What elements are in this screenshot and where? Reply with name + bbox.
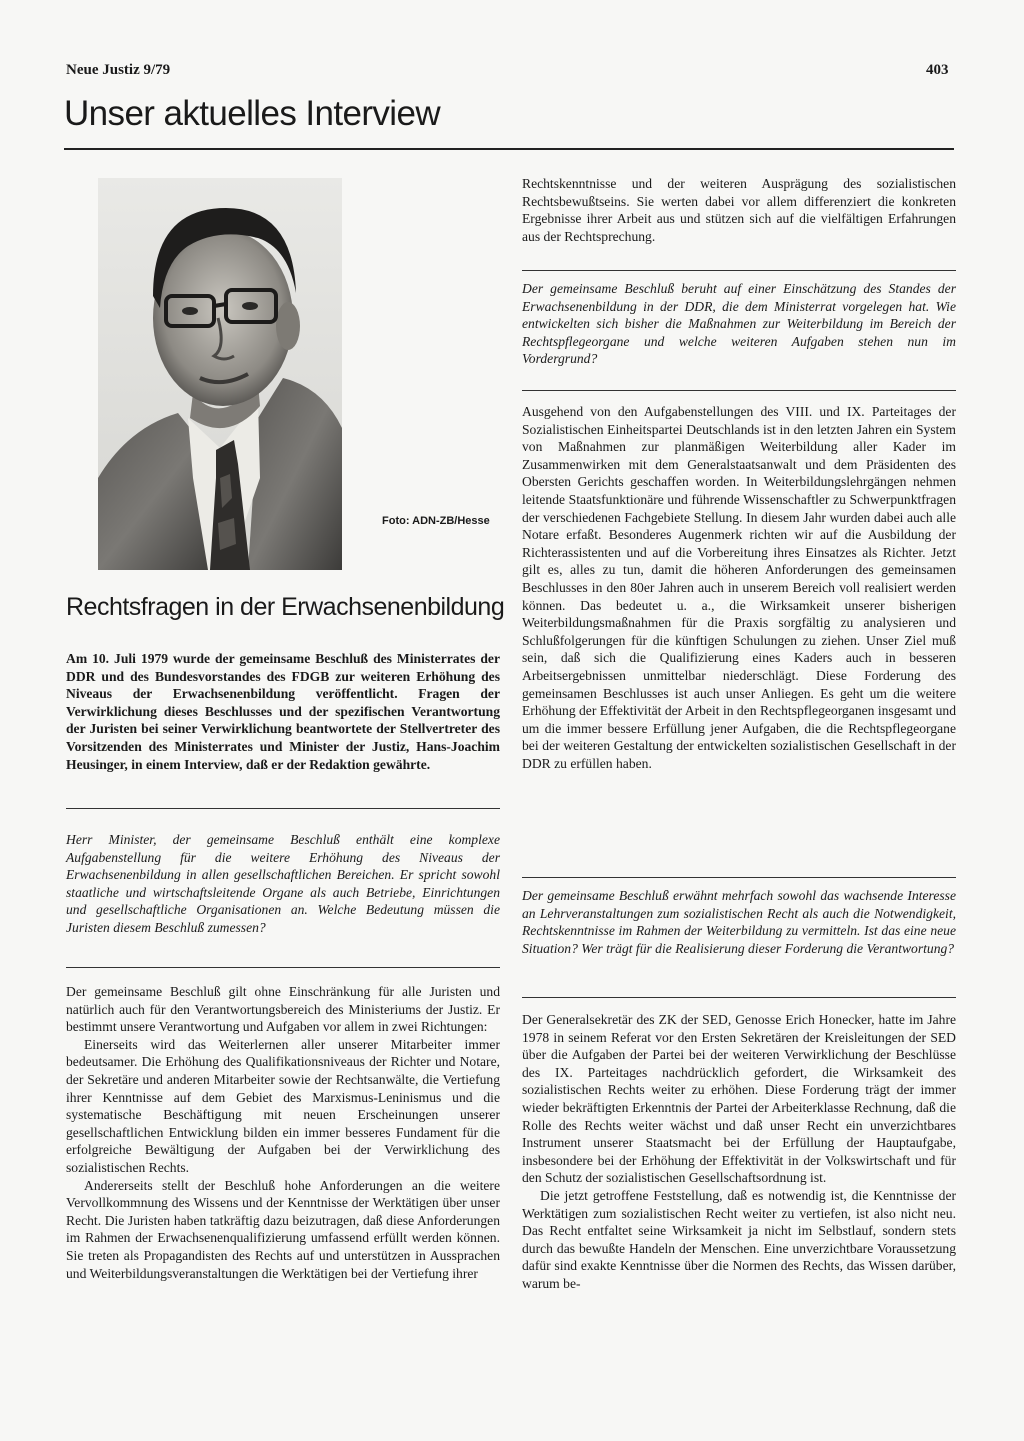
answer-paragraph: Andererseits stellt der Beschluß hohe Anforderungen an die weitere Vervollkommnung des Wissens und der Kenntnisse der Werktätigen über unser Recht. Die Juristen haben tatkräftig dazu beizutragen, daß diese Anforderungen im Rahmen der Erwachsenenqualifizierung umfassend erfüllt werden können. Sie treten als Propagandisten des Rechts auf und unterstützen in Aussprachen und Weiterbildungsveranstaltungen die Werktätigen bei der Vertiefung ihrer	[66, 1177, 500, 1281]
interview-question: Der gemeinsame Beschluß beruht auf einer Einschätzung des Standes der Erwachsenenbildung in der DDR, die dem Ministerrat vorgelegen hat. Wie entwickelten sich bisher die Maßnahmen zur Weiterbildung im Bereich der Rechtspflegeorgane und welche weiteren Aufgaben stehen nun im Vordergrund?	[522, 281, 956, 367]
photo-credit: Foto: ADN-ZB/Hesse	[382, 515, 490, 527]
interview-answer: Ausgehend von den Aufgabenstellungen des VIII. und IX. Parteitages der Sozialistischen Einheitspartei Deutschlands ist in den letzten Jahren ein System von Maßnahmen zur planmäßigen Weiterbildung aller Kader im Zusammenwirken mit dem Generalstaatsanwalt und dem Präsidenten des Obersten Gerichts geschaffen worden. In Weiterbildungslehrgängen nehmen leitende Staatsfunktionäre und führende Wissenschaftler zu Schwerpunktfragen der verschiedenen Fachgebiete Stellung. In diesem Jahr wurden dabei auch alle Notare erfaßt. Besonderes Augenmerk richten wir auf die Ausbildung der Richterassistenten und auf die Vorbereitung ihres Einsatzes als Richter. Jetzt gilt es, alles zu tun, damit die höheren Anforderungen des gemeinsamen Beschlusses in den 80er Jahren auch in unserem Bereich voll realisiert werden können. Das bedeutet u. a., die Wirksamkeit unserer bisherigen Weiterbildungsmaßnahmen für die Praxis sorgfältig zu analysieren und Schlußfolgerungen für die künftigen Schulungen zu ziehen. Unser Ziel muß sein, daß sich die Qualifizierung eines Kaders auch in besseren Arbeitsergebnissen unmittelbar niederschlägt. Diese Forderung des gemeinsamen Beschlusses ist auch unser Anliegen. Es geht um die weitere Erhöhung der Effektivität der Arbeit in den Rechtspflegeorganen insgesamt und um die immer bessere Erfüllung jener Aufgaben, die die Rechtspflegeorgane bei der weiteren Gestaltung der entwickelten sozialistischen Gesellschaft in der DDR zu erfüllen haben.	[522, 404, 957, 771]
title-rule	[64, 148, 954, 150]
separator-rule	[522, 270, 956, 271]
portrait-photo	[98, 178, 342, 570]
answer-paragraph: Der Generalsekretär des ZK der SED, Genosse Erich Honecker, hatte im Jahre 1978 in seinem Referat vor den Ersten Sekretären der Kreisleitungen der SED über die Aufgaben der Partei bei der weiteren Verwirklichung der Beschlüsse des IX. Parteitages nachdrücklich gefordert, die Wirksamkeit des sozialistischen Rechts weiter zu erhöhen. Diese Forderung trägt der immer wieder bekräftigten Erkenntnis der Partei der Arbeiterklasse Rechnung, daß die Rolle des Rechts weiter wächst und daß unser Recht ein unverzichtbares Instrument unserer Staatsmacht bei der Erfüllung der Hauptaufgabe, insbesondere bei der Erhöhung der Effektivität in der Volkswirtschaft und für den Schutz der sozialistischen Gesellschaftsordnung ist.	[522, 1012, 956, 1186]
article-subtitle: Rechtsfragen in der Erwachsenenbildung	[66, 593, 505, 621]
separator-rule	[522, 877, 956, 878]
answer-paragraph: Einerseits wird das Weiterlernen aller unserer Mitarbeiter immer bedeutsamer. Die Erhöhung des Qualifikationsniveaus der Richter und Notare, der Sekretäre und anderen Mitarbeiter sowie der Rechtsanwälte, die Vertiefung ihrer Kenntnisse auf dem Gebiet des Marxismus-Leninismus und die systematische Beschäftigung mit neuen Erscheinungen unserer gesellschaftlichen Entwicklung bilden ein immer besseres Fundament für die erfolgreiche Bewältigung der Aufgaben bei der Verwirklichung des sozialistischen Rechts.	[66, 1036, 500, 1175]
interview-question: Herr Minister, der gemeinsame Beschluß enthält eine komplexe Aufgabenstellung für die weitere Erhöhung des Niveaus der Erwachsenenbildung in allen gesellschaftlichen Bereichen. Er spricht sowohl staatliche und wirtschaftsleitende Organe als auch Betriebe, Einrichtungen und gesellschaftliche Organisationen an. Welche Bedeutung müssen die Juristen diesem Beschluß zumessen?	[66, 832, 500, 935]
interview-answer	[522, 1011, 956, 1293]
answer-continuation: Rechtskenntnisse und der weiteren Ausprägung des sozialistischen Rechtsbewußtseins. Sie werten dabei vor allem differenziert die konkreten Ergebnisse ihrer Arbeit aus und stützen sich auf die vielfältigen Erfahrungen aus der Rechtsprechung.	[522, 176, 956, 244]
page-title: Unser aktuelles Interview	[64, 94, 440, 133]
answer-paragraph: Die jetzt getroffene Feststellung, daß es notwendig ist, die Kenntnisse der Werktätigen zum sozialistischen Recht weiter zu vertiefen, ist also nicht neu. Das Recht entfaltet seine Wirksamkeit ja nicht im Selbstlauf, sondern stets durch das bewußte Handeln der Menschen. Eine unverzichtbare Voraussetzung dafür sind exakte Kenntnisse über die Normen des Rechts, das Wissen darüber, warum be-	[522, 1187, 956, 1291]
interview-question: Der gemeinsame Beschluß erwähnt mehrfach sowohl das wachsende Interesse an Lehrveranstaltungen zum sozialistischen Recht als auch die Notwendigkeit, Rechtskenntnisse im Rahmen der Weiterbildung zu vermitteln. Ist das eine neue Situation? Wer trägt für die Realisierung dieser Forderung die Verantwortung?	[522, 888, 956, 956]
separator-rule	[66, 967, 500, 968]
lead-paragraph: Am 10. Juli 1979 wurde der gemeinsame Beschluß des Ministerrates der DDR und des Bundesvorstandes des FDGB zur weiteren Erhöhung des Niveaus der Erwachsenenbildung veröffentlicht. Fragen der Verwirklichung dieses Beschlusses und der spezifischen Verantwortung der Juristen bei seiner Verwirklichung beantwortete der Stellvertreter des Vorsitzenden des Ministerrates und Minister der Justiz, Hans-Joachim Heusinger, in einem Interview, daß er der Redaktion gewährte.	[66, 651, 500, 772]
separator-rule	[66, 808, 500, 809]
journal-issue: Neue Justiz 9/79	[66, 62, 171, 78]
page-number: 403	[926, 62, 949, 78]
interview-answer	[66, 983, 500, 1282]
answer-paragraph: Der gemeinsame Beschluß gilt ohne Einschränkung für alle Juristen und natürlich auch für den Verantwortungsbereich des Ministeriums der Justiz. Er bestimmt unsere Verantwortung und Aufgaben vor allem in zwei Richtungen:	[66, 984, 500, 1035]
portrait-photo-image	[98, 178, 342, 570]
separator-rule	[522, 997, 956, 998]
separator-rule	[522, 390, 956, 391]
